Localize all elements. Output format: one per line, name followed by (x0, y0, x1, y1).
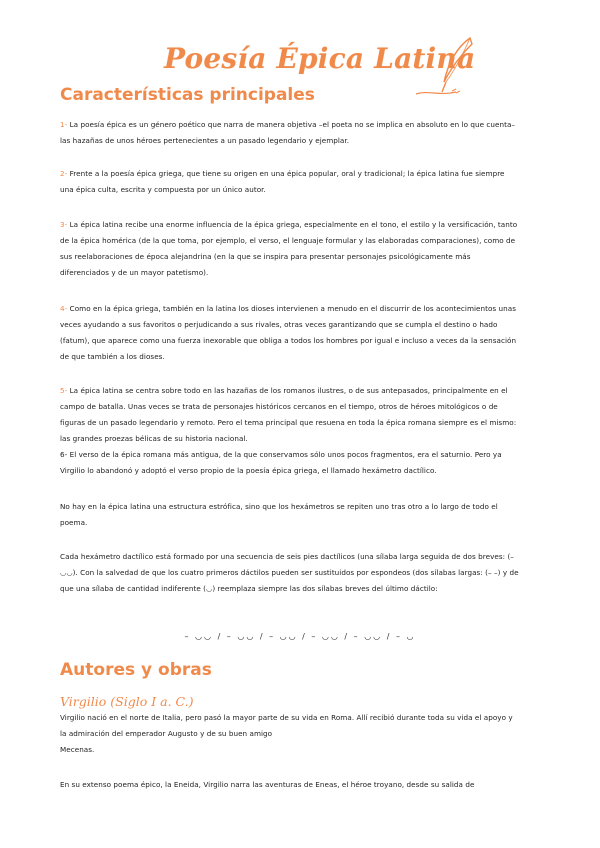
section-heading-caracteristicas: Características principales (60, 85, 315, 105)
item-text: La épica latina recibe una enorme influencia de la épica griega, especialmente en el tono, el estilo y la versificación, tanto de la épica homérica (de la que toma, por ejemplo, el verso, el lenguaje formular y las elaboradas comparaciones), como de sus reelaboraciones de época alejandrina (en la que se inspira para presentar personajes psicológicamente más diferenciados y de un mayor patetismo). (60, 220, 518, 277)
item-number: 1- (60, 120, 68, 129)
item-number: 2- (60, 169, 68, 178)
item-text: Frente a la poesía épica griega, que tiene su origen en una épica popular, oral y tradicional; la épica latina fue siempre una épica culta, escrita y compuesta por un único autor. (60, 169, 505, 194)
bio-text-end: Mecenas. (60, 745, 95, 754)
item-text: La épica latina se centra sobre todo en las hazañas de los romanos ilustres, o de sus antepasados, principalmente en el campo de batalla. Unas veces se trata de personajes históricos cercanos en el tiempo, otros de héroes mitológicos o de figuras de un pasado legendario y remoto. Pero el tema principal que resuena en toda la épica romana siempre es el mismo: las grandes proezas bélicas de su historia nacional. (60, 386, 517, 443)
list-item (60, 383, 520, 447)
item-text: Como en la épica griega, también en la latina los dioses intervienen a menudo en el discurrir de los acontecimientos unas veces ayudando a sus favoritos o perjudicando a sus rivales, otras veces garantizando que se cumpla el destino o hado (fatum), que aparece como una fuerza inexorable que obliga a todos los hombres por igual e incluso a veces da la sensación de que también a los dioses. (60, 304, 517, 361)
paragraph-virgilio-bio (60, 710, 520, 758)
list-item (60, 447, 520, 479)
author-heading-virgilio: Virgilio (Siglo I a. C.) (60, 694, 194, 709)
list-item (60, 217, 520, 281)
paragraph-estructura: No hay en la épica latina una estructura estrófica, sino que los hexámetros se repiten uno tras otro a lo largo de todo el poema. (60, 502, 498, 527)
feather-quill-icon (412, 34, 482, 98)
list-item (60, 301, 520, 365)
page-title: Poesía Épica Latina (164, 42, 476, 75)
list-item (60, 166, 520, 198)
bio-text: Virgilio nació en el norte de Italia, pero pasó la mayor parte de su vida en Roma. Allí recibió durante toda su vida el apoyo y la admiración del emperador Augusto y de su buen amigo (60, 713, 513, 738)
list-item (60, 117, 520, 149)
section-heading-autores: Autores y obras (60, 660, 212, 680)
paragraph-hexametro: Cada hexámetro dactílico está formado por una secuencia de seis pies dactílicos (una sílaba larga seguida de dos breves: (– ◡◡). Con la salvedad de que los cuatro primeros dáctilos pueden ser sustituidos por espondeos (dos sílabas largas: (– –) y de que una sílaba de cantidad indiferente (◡) reemplaza siempre las dos sílabas breves del último dáctilo: (60, 552, 519, 593)
item-number: 4- (60, 304, 68, 313)
item-text: El verso de la épica romana más antigua, de la que conservamos sólo unos pocos fragmentos, era el saturnio. Pero ya Virgilio lo abandonó y adoptó el verso propio de la poesía épica griega, el llamado hexámetro dactílico. (60, 450, 502, 475)
paragraph-eneida: En su extenso poema épico, la Eneida, Virgilio narra las aventuras de Eneas, el héroe troyano, desde su salida de (60, 780, 475, 789)
item-number: 6- (60, 450, 68, 459)
item-number: 3- (60, 220, 68, 229)
item-number: 5- (60, 386, 68, 395)
meter-scheme: – ◡◡ / – ◡◡ / – ◡◡ / – ◡◡ / – ◡◡ / – ◡ (184, 632, 416, 641)
item-text: La poesía épica es un género poético que narra de manera objetiva –el poeta no se implica en absoluto en lo que cuenta– las hazañas de unos héroes pertenecientes a un pasado legendario y ejemplar. (60, 120, 516, 145)
